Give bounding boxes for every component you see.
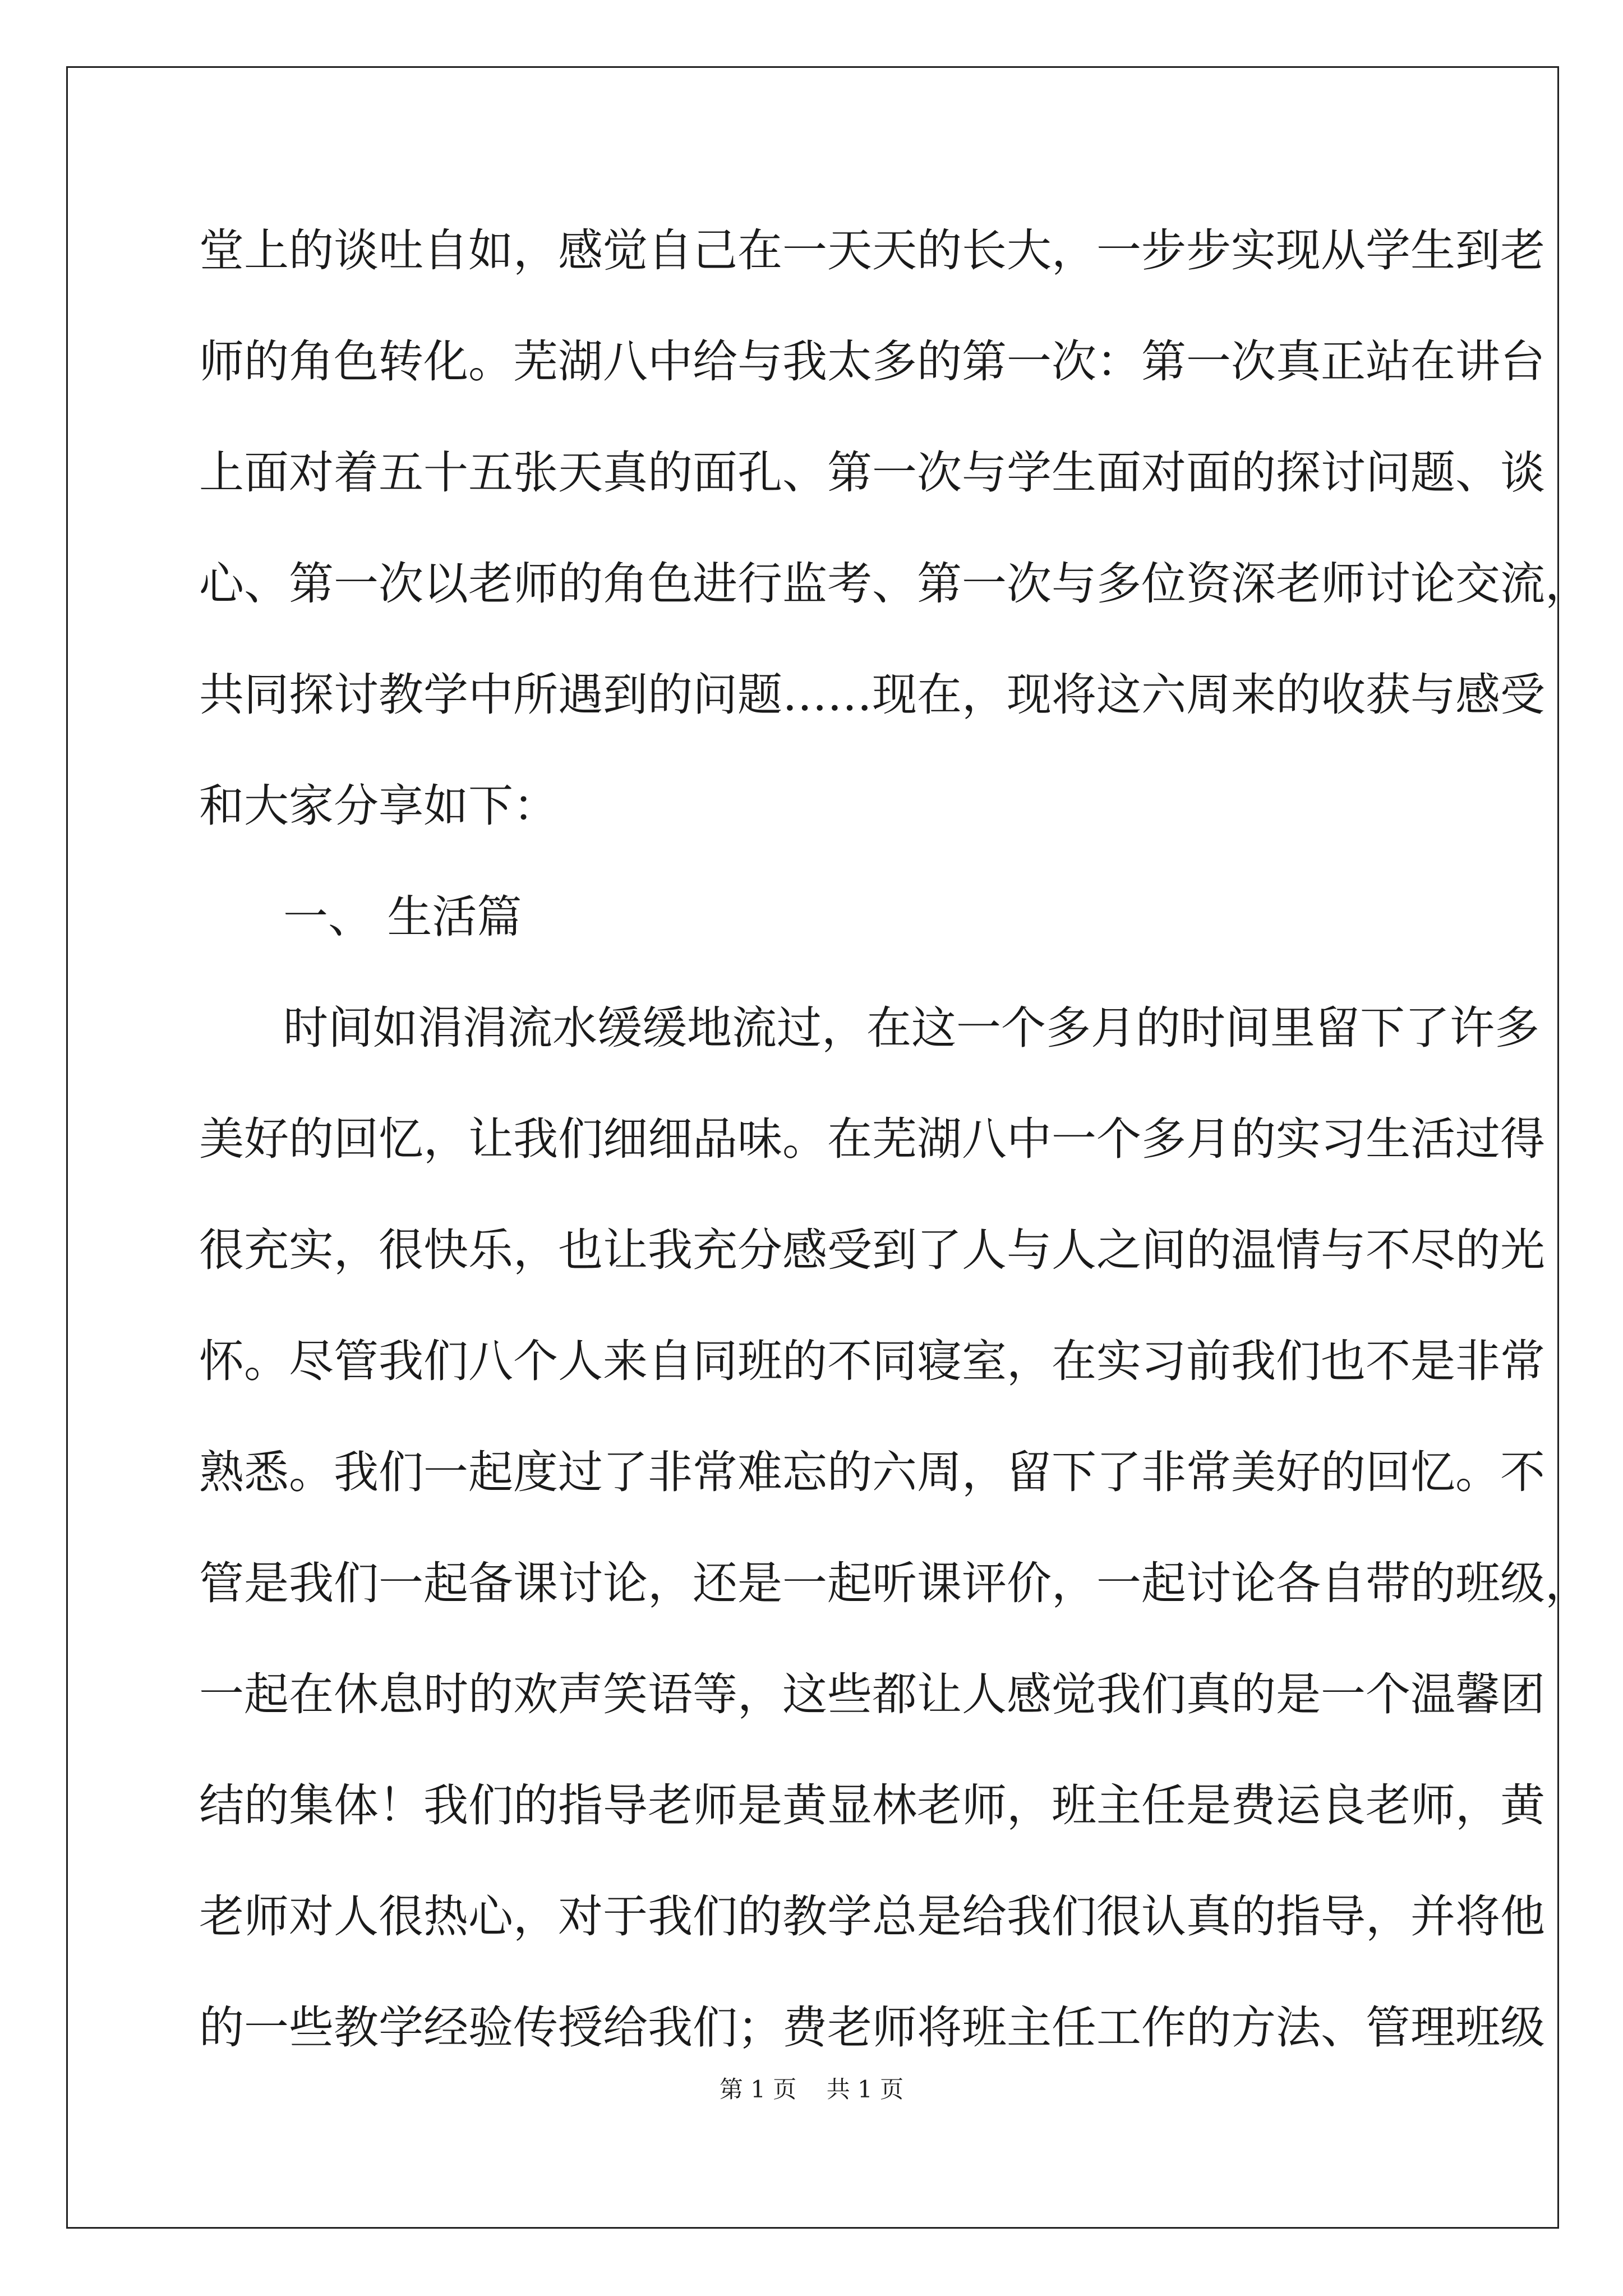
text-line: 一起在休息时的欢声笑语等，这些都让人感觉我们真的是一个温馨团 xyxy=(199,1668,1545,1720)
text-line: 熟悉。我们一起度过了非常难忘的六周，留下了非常美好的回忆。不 xyxy=(199,1446,1545,1498)
text-line: 怀。尽管我们八个人来自同班的不同寝室，在实习前我们也不是非常 xyxy=(199,1335,1545,1387)
text-line: 管是我们一起备课讨论，还是一起听课评价，一起讨论各自带的班级， xyxy=(199,1557,1590,1609)
section-heading: 一、 生活篇 xyxy=(283,891,522,943)
text-line: 心、第一次以老师的角色进行监考、第一次与多位资深老师讨论交流， xyxy=(199,558,1590,610)
text-line: 师的角色转化。芜湖八中给与我太多的第一次：第一次真正站在讲台 xyxy=(199,335,1545,388)
text-line: 老师对人很热心，对于我们的教学总是给我们很认真的指导，并将他 xyxy=(199,1890,1545,1943)
text-line: 共同探讨教学中所遇到的问题……现在，现将这六周来的收获与感受 xyxy=(199,669,1545,721)
text-line: 堂上的谈吐自如，感觉自己在一天天的长大，一步步实现从学生到老 xyxy=(199,224,1545,277)
page-number: 第 1 页 xyxy=(719,2076,797,2103)
text-line: 结的集体！我们的指导老师是黄显林老师，班主任是费运良老师，黄 xyxy=(199,1779,1545,1832)
page-footer xyxy=(0,2071,1623,2105)
text-line: 美好的回忆，让我们细细品味。在芜湖八中一个多月的实习生活过得 xyxy=(199,1113,1545,1165)
text-line: 很充实，很快乐，也让我充分感受到了人与人之间的温情与不尽的光 xyxy=(199,1224,1545,1276)
text-line: 上面对着五十五张天真的面孔、第一次与学生面对面的探讨问题、谈 xyxy=(199,447,1545,499)
text-line: 时间如涓涓流水缓缓地流过，在这一个多月的时间里留下了许多 xyxy=(283,1002,1539,1054)
page-total: 共 1 页 xyxy=(826,2076,904,2103)
text-line: 的一些教学经验传授给我们；费老师将班主任工作的方法、管理班级 xyxy=(199,2001,1545,2054)
text-line: 和大家分享如下： xyxy=(199,780,558,832)
